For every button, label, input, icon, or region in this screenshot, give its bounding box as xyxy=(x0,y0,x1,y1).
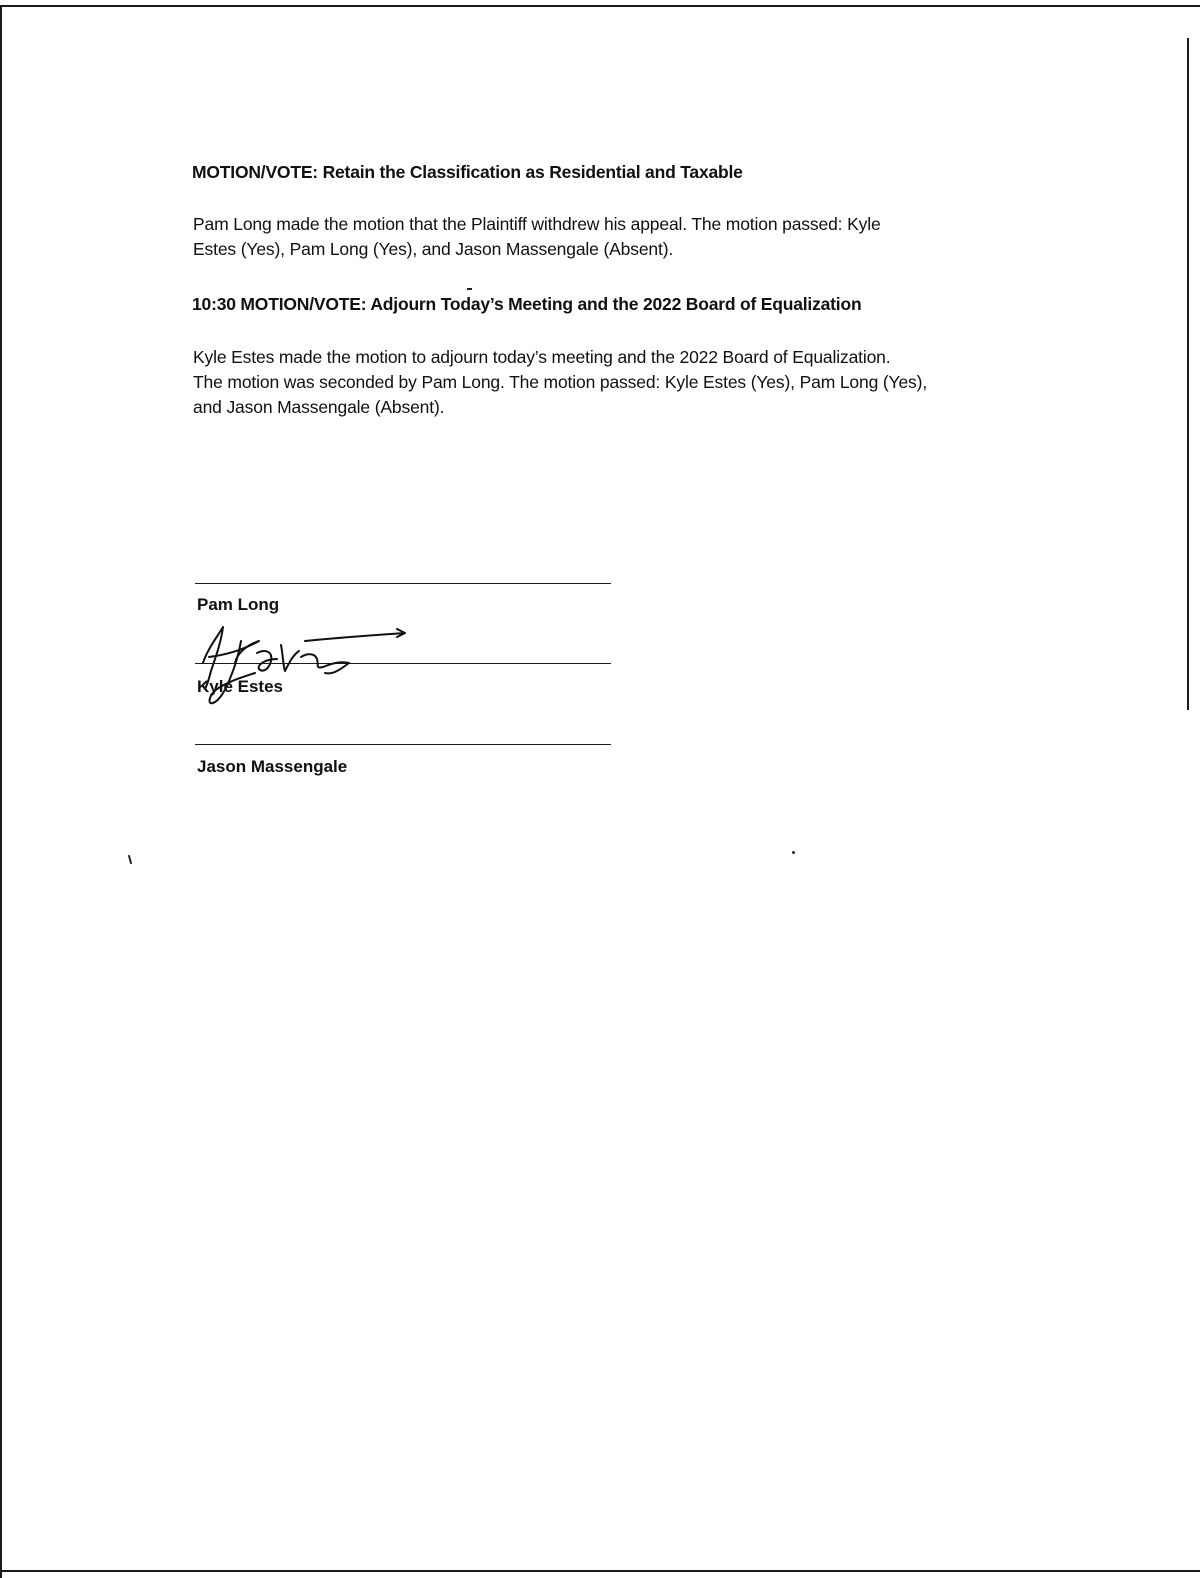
scan-speck xyxy=(792,851,795,854)
paragraph-line: The motion was seconded by Pam Long. The motion passed: Kyle Estes (Yes), Pam Long (Yes), xyxy=(193,372,928,392)
signature-line-jason-massengale xyxy=(195,744,611,745)
motion-heading-retain-classification: MOTION/VOTE: Retain the Classification as Residential and Taxable xyxy=(192,162,743,182)
handwritten-signature-kyle-estes xyxy=(185,615,425,710)
scan-edge-top xyxy=(0,5,1200,7)
motion-paragraph-retain-classification xyxy=(193,212,1033,262)
scan-speck xyxy=(128,855,132,864)
signature-name-jason-massengale: Jason Massengale xyxy=(197,757,348,776)
paragraph-line: Kyle Estes made the motion to adjourn today’s meeting and the 2022 Board of Equalization. xyxy=(193,347,891,367)
scan-speck xyxy=(467,288,472,290)
scan-edge-right xyxy=(1187,38,1189,710)
paragraph-line: Pam Long made the motion that the Plaintiff withdrew his appeal. The motion passed: Kyle xyxy=(193,214,881,234)
signature-name-kyle-estes: Kyle Estes xyxy=(197,677,283,696)
signature-line-pam-long xyxy=(195,583,611,584)
paragraph-line: and Jason Massengale (Absent). xyxy=(193,397,445,417)
scan-edge-left xyxy=(0,5,2,1578)
motion-paragraph-adjourn xyxy=(193,345,1033,420)
motion-heading-adjourn: 10:30 MOTION/VOTE: Adjourn Today’s Meeting and the 2022 Board of Equalization xyxy=(192,294,862,314)
scan-edge-bottom xyxy=(0,1570,1200,1572)
signature-name-pam-long: Pam Long xyxy=(197,595,280,614)
paragraph-line: Estes (Yes), Pam Long (Yes), and Jason Massengale (Absent). xyxy=(193,239,674,259)
